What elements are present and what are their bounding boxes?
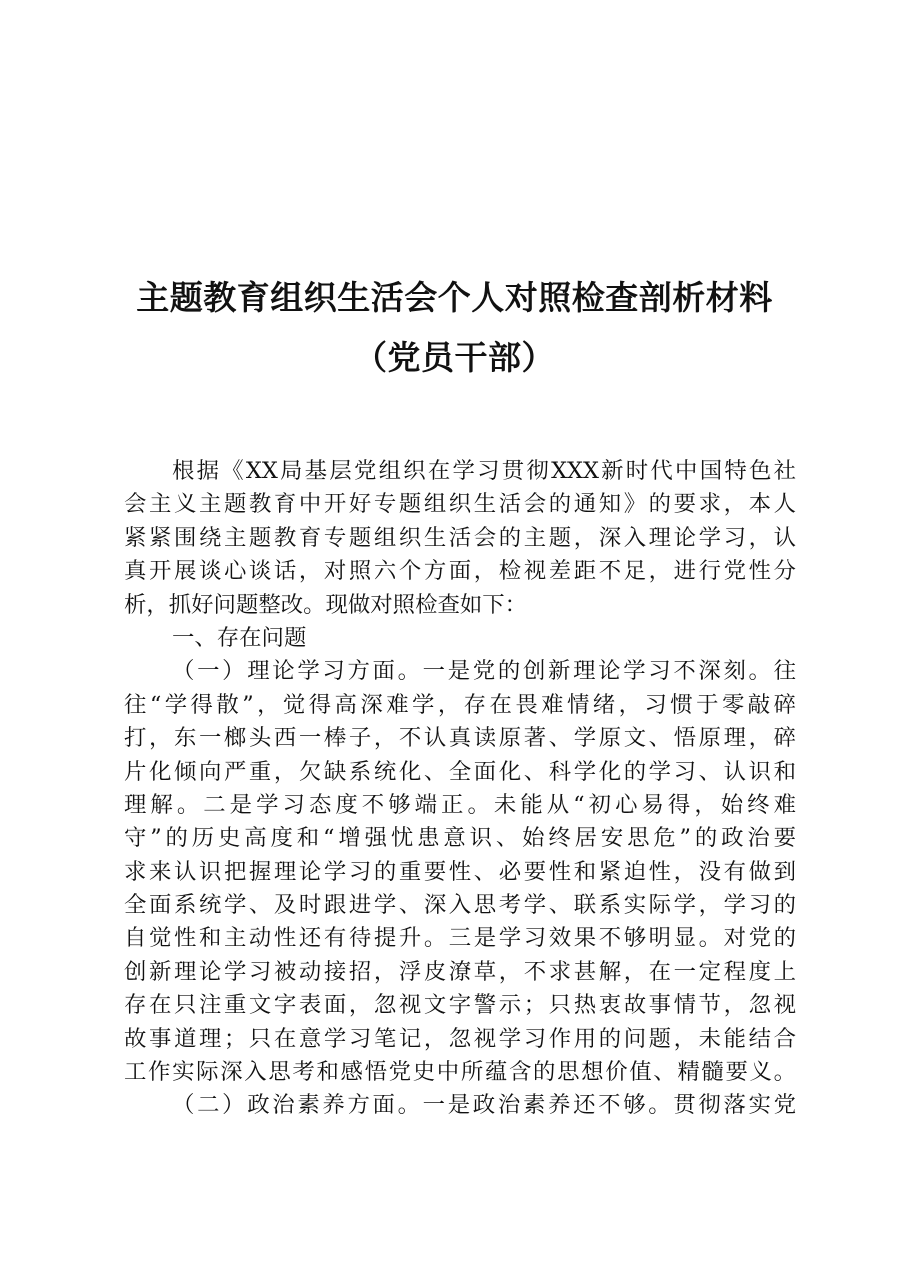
body-line: 求来认识把握理论学习的重要性、必要性和紧迫性，没有做到 xyxy=(124,858,796,885)
body-line: 创新理论学习被动接招，浮皮潦草，不求甚解，在一定程度上 xyxy=(124,958,796,985)
body-line: （二）政治素养方面。一是政治素养还不够。贯彻落实党 xyxy=(172,1092,796,1119)
body-line: 根据《XX局基层党组织在学习贯彻XXX新时代中国特色社 xyxy=(172,458,796,484)
title-line-sub: （党员干部） xyxy=(354,338,555,377)
title-line-main: 主题教育组织生活会个人对照检查剖析材料 xyxy=(136,278,773,317)
body-line: （一）理论学习方面。一是党的创新理论学习不深刻。往 xyxy=(172,658,796,685)
body-line: 理解。二是学习态度不够端正。未能从“初心易得，始终难 xyxy=(124,791,796,818)
body-line: 会主义主题教育中开好专题组织生活会的通知》的要求，本人 xyxy=(124,491,796,518)
body-line: 片化倾向严重，欠缺系统化、全面化、科学化的学习、认识和 xyxy=(124,758,796,785)
body-line: 全面系统学、及时跟进学、深入思考学、联系实际学，学习的 xyxy=(124,892,796,919)
body-line: 存在只注重文字表面，忽视文字警示；只热衷故事情节，忽视 xyxy=(124,992,796,1019)
body-line: 真开展谈心谈话，对照六个方面，检视差距不足，进行党性分 xyxy=(124,558,796,585)
document-body xyxy=(124,455,796,1123)
body-line: 守”的历史高度和“增强忧患意识、始终居安思危”的政治要 xyxy=(124,825,796,852)
body-line: 析，抓好问题整改。现做对照检查如下： xyxy=(124,591,528,618)
section-heading: 一、存在问题 xyxy=(172,624,307,651)
body-line: 故事道理；只在意学习笔记，忽视学习作用的问题，未能结合 xyxy=(124,1025,796,1052)
document-title xyxy=(0,268,909,388)
body-line: 紧紧围绕主题教育专题组织生活会的主题，深入理论学习，认 xyxy=(124,524,796,551)
body-line: 自觉性和主动性还有待提升。三是学习效果不够明显。对党的 xyxy=(124,925,796,952)
body-line: 工作实际深入思考和感悟党史中所蕴含的思想价值、精髓要义。 xyxy=(124,1059,796,1086)
body-line: 往“学得散”，觉得高深难学，存在畏难情绪，习惯于零敲碎 xyxy=(124,691,796,718)
body-line: 打，东一榔头西一棒子，不认真读原著、学原文、悟原理，碎 xyxy=(124,725,796,752)
